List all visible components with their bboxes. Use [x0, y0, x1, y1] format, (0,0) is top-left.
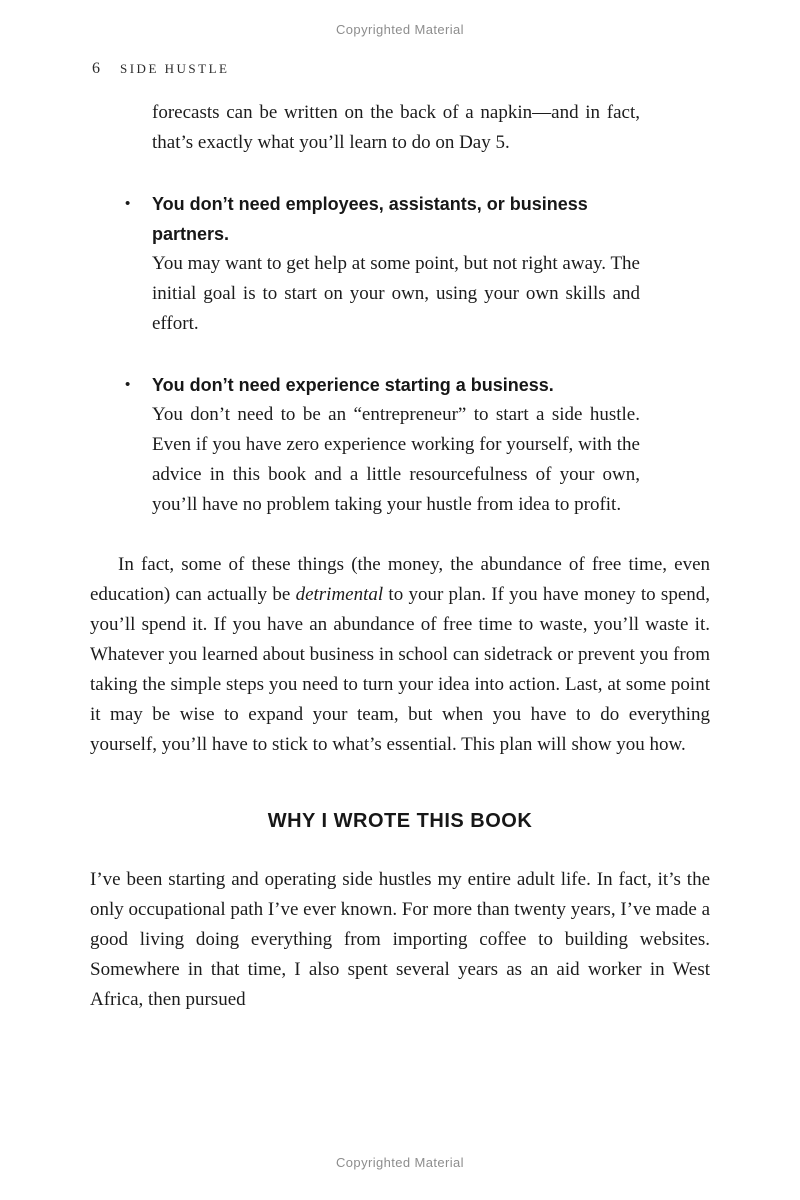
bullet-item-employees — [125, 189, 640, 339]
bullet-icon: • — [125, 376, 131, 393]
paragraph-text-before-italic: In fact, some of these things (the money, the abundance of free time, even education) can actually be — [90, 554, 710, 605]
page-number: 6 — [92, 60, 100, 77]
paragraph-why-i-wrote: I’ve been starting and operating side hustles my entire adult life. In fact, it’s the only occupational path I’ve ever known. For more than twenty years, I’ve made a good living doing everything from importing coffee to building websites. Somewhere in that time, I also spent several years as an aid worker in West Africa, then pursued — [90, 869, 710, 1010]
paragraph-detrimental — [90, 550, 710, 760]
bullet-heading: You don’t need experience starting a business. — [152, 375, 554, 395]
italic-word-detrimental: detrimental — [295, 584, 384, 605]
page-header — [92, 60, 229, 78]
bullet-content — [152, 370, 640, 520]
section-heading: WHY I WROTE THIS BOOK — [267, 810, 533, 832]
bullet-body: You don’t need to be an “entrepreneur” to start a side hustle. Even if you have zero experience working for yourself, with the advice in this book and a little resourcefulness of your own, you’ll have no problem taking your hustle from idea to profit. — [152, 404, 640, 515]
page-content — [90, 98, 710, 1015]
bullet-body: You may want to get help at some point, but not right away. The initial goal is to start on your own, using your own skills and effort. — [152, 253, 640, 334]
copyright-notice-bottom: Copyrighted Material — [336, 1155, 464, 1170]
copyright-notice-top: Copyrighted Material — [336, 22, 464, 37]
running-head: SIDE HUSTLE — [120, 61, 230, 76]
bullet-heading: You don’t need employees, assistants, or business partners. — [152, 194, 588, 244]
bullet-icon: • — [125, 195, 131, 212]
bullet-content — [152, 189, 640, 339]
paragraph-text-after-italic: to your plan. If you have money to spend, you’ll spend it. If you have an abundance of free time to waste, you’ll waste it. Whatever you learned about business in school can sidetrack or prevent you from taking the simple steps you need to turn your idea into action. Last, at some point it may be wise to expand your team, but when you have to do everything yourself, you’ll have to stick to what’s essential. This plan will show you how. — [90, 584, 710, 755]
bullet-item-experience — [125, 370, 640, 520]
paragraph-continuation: forecasts can be written on the back of a napkin—and in fact, that’s exactly what you’ll learn to do on Day 5. — [152, 102, 640, 153]
